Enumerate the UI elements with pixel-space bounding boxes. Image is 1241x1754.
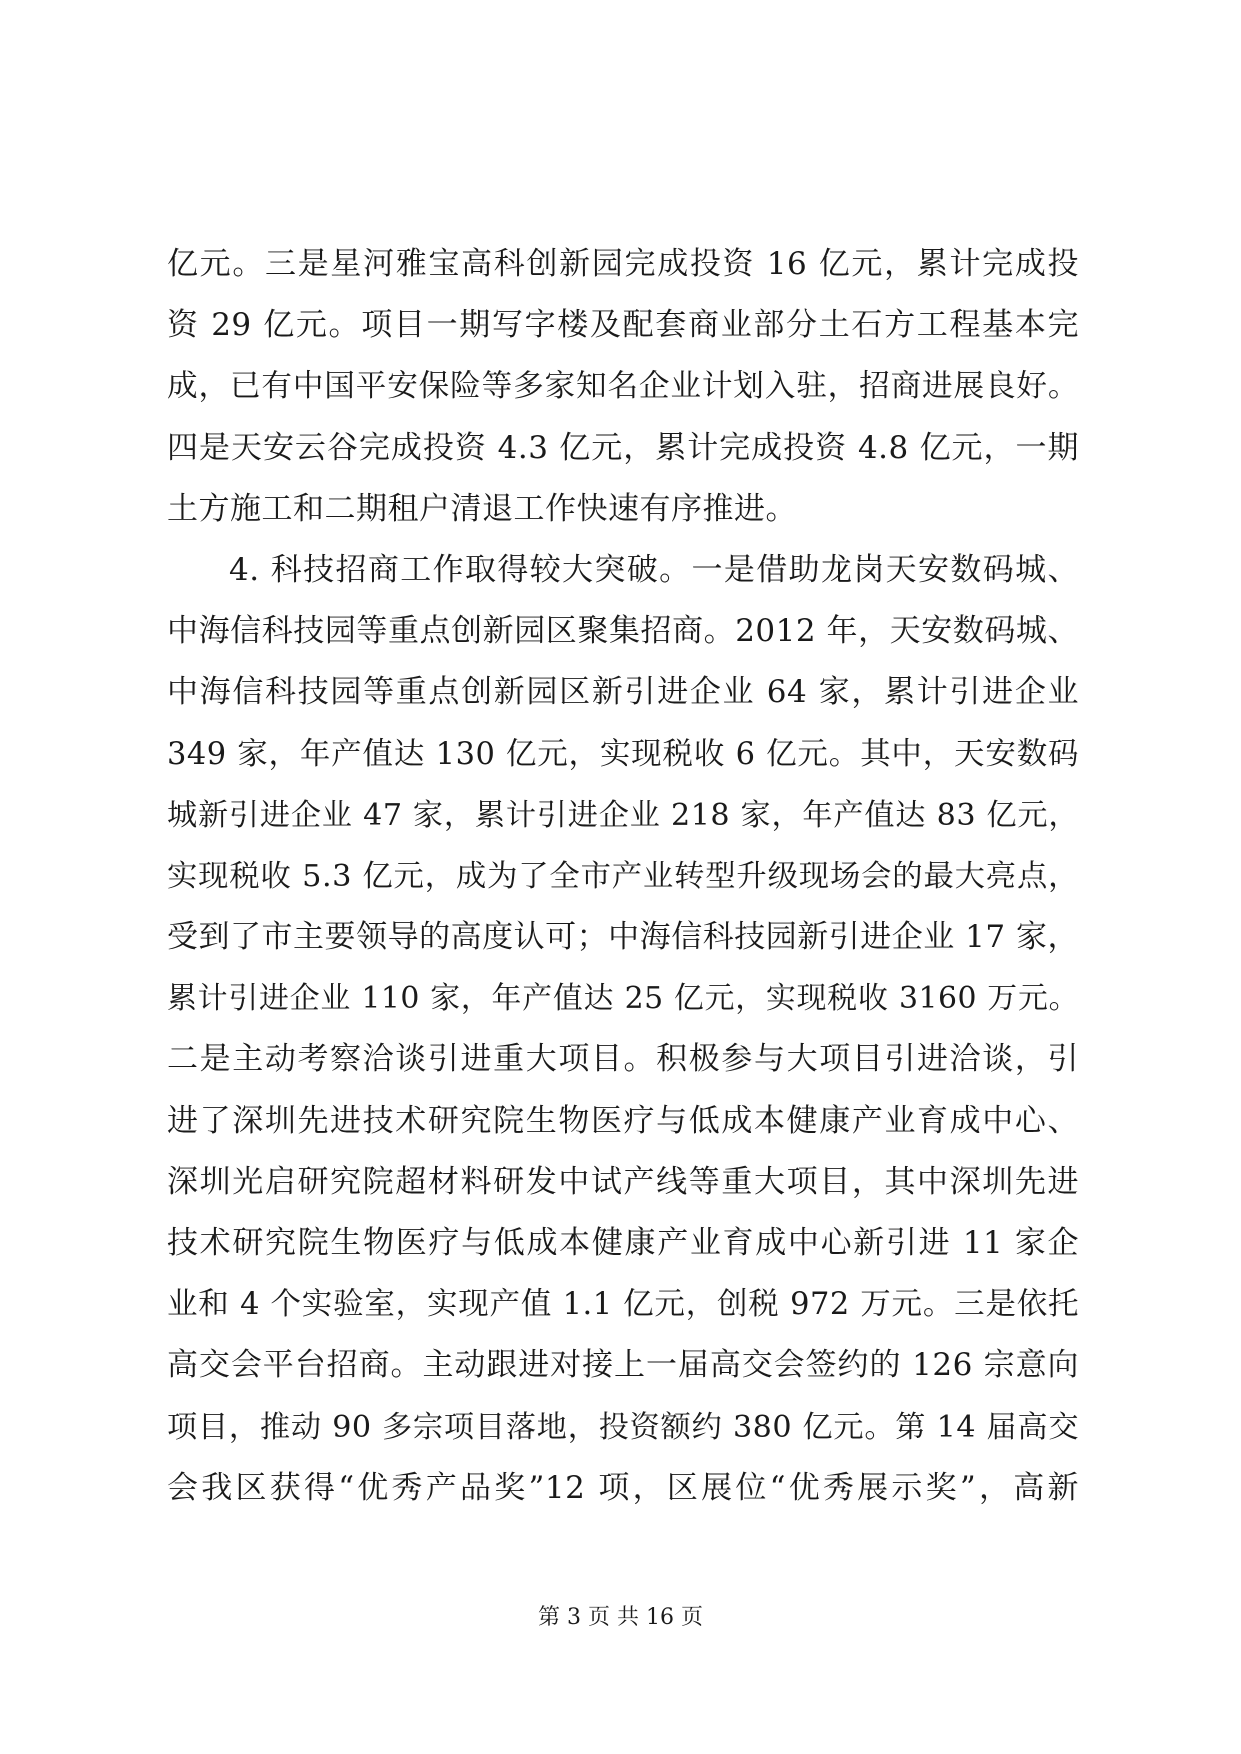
text-line: 四是天安云谷完成投资 4.3 亿元，累计完成投资 4.8 亿元，一期 [167,429,1079,466]
text-line: 高交会平台招商。主动跟进对接上一届高交会签约的 126 宗意向 [167,1347,1079,1384]
text-line: 土方施工和二期租户清退工作快速有序推进。 [167,490,797,527]
text-line: 成，已有中国平安保险等多家知名企业计划入驻，招商进展良好。 [167,369,1079,405]
text-line: 城新引进企业 47 家，累计引进企业 218 家，年产值达 83 亿元， [167,797,1079,833]
text-line: 深圳光启研究院超材料研发中试产线等重大项目，其中深圳先进 [167,1163,1079,1200]
text-line: 项目，推动 90 多宗项目落地，投资额约 380 亿元。第 14 届高交 [167,1409,1079,1445]
text-line: 会我区获得“优秀产品奖”12 项，区展位“优秀展示奖”，高新 [167,1469,1079,1506]
text-line: 二是主动考察洽谈引进重大项目。积极参与大项目引进洽谈，引 [167,1041,1079,1078]
text-line: 受到了市主要领导的高度认可；中海信科技园新引进企业 17 家， [167,919,1079,956]
text-line: 累计引进企业 110 家，年产值达 25 亿元，实现税收 3160 万元。 [167,981,1079,1017]
text-line: 中海信科技园等重点创新园区新引进企业 64 家，累计引进企业 [167,674,1079,711]
text-line: 4. 科技招商工作取得较大突破。一是借助龙岗天安数码城、 [229,551,1079,588]
text-line: 实现税收 5.3 亿元，成为了全市产业转型升级现场会的最大亮点， [167,858,1079,894]
body-text [167,234,1079,1519]
text-line: 中海信科技园等重点创新园区聚集招商。2012 年，天安数码城、 [167,613,1079,650]
text-line: 资 29 亿元。项目一期写字楼及配套商业部分土石方工程基本完 [167,307,1079,344]
text-line: 亿元。三是星河雅宝高科创新园完成投资 16 亿元，累计完成投 [167,246,1079,282]
text-line: 349 家，年产值达 130 亿元，实现税收 6 亿元。其中，天安数码 [167,736,1079,772]
text-line: 业和 4 个实验室，实现产值 1.1 亿元，创税 972 万元。三是依托 [167,1287,1079,1323]
text-line: 技术研究院生物医疗与低成本健康产业育成中心新引进 11 家企 [167,1225,1079,1261]
text-line: 进了深圳先进技术研究院生物医疗与低成本健康产业育成中心、 [167,1102,1079,1139]
page-number-footer: 第 3 页 共 16 页 [538,1605,703,1630]
